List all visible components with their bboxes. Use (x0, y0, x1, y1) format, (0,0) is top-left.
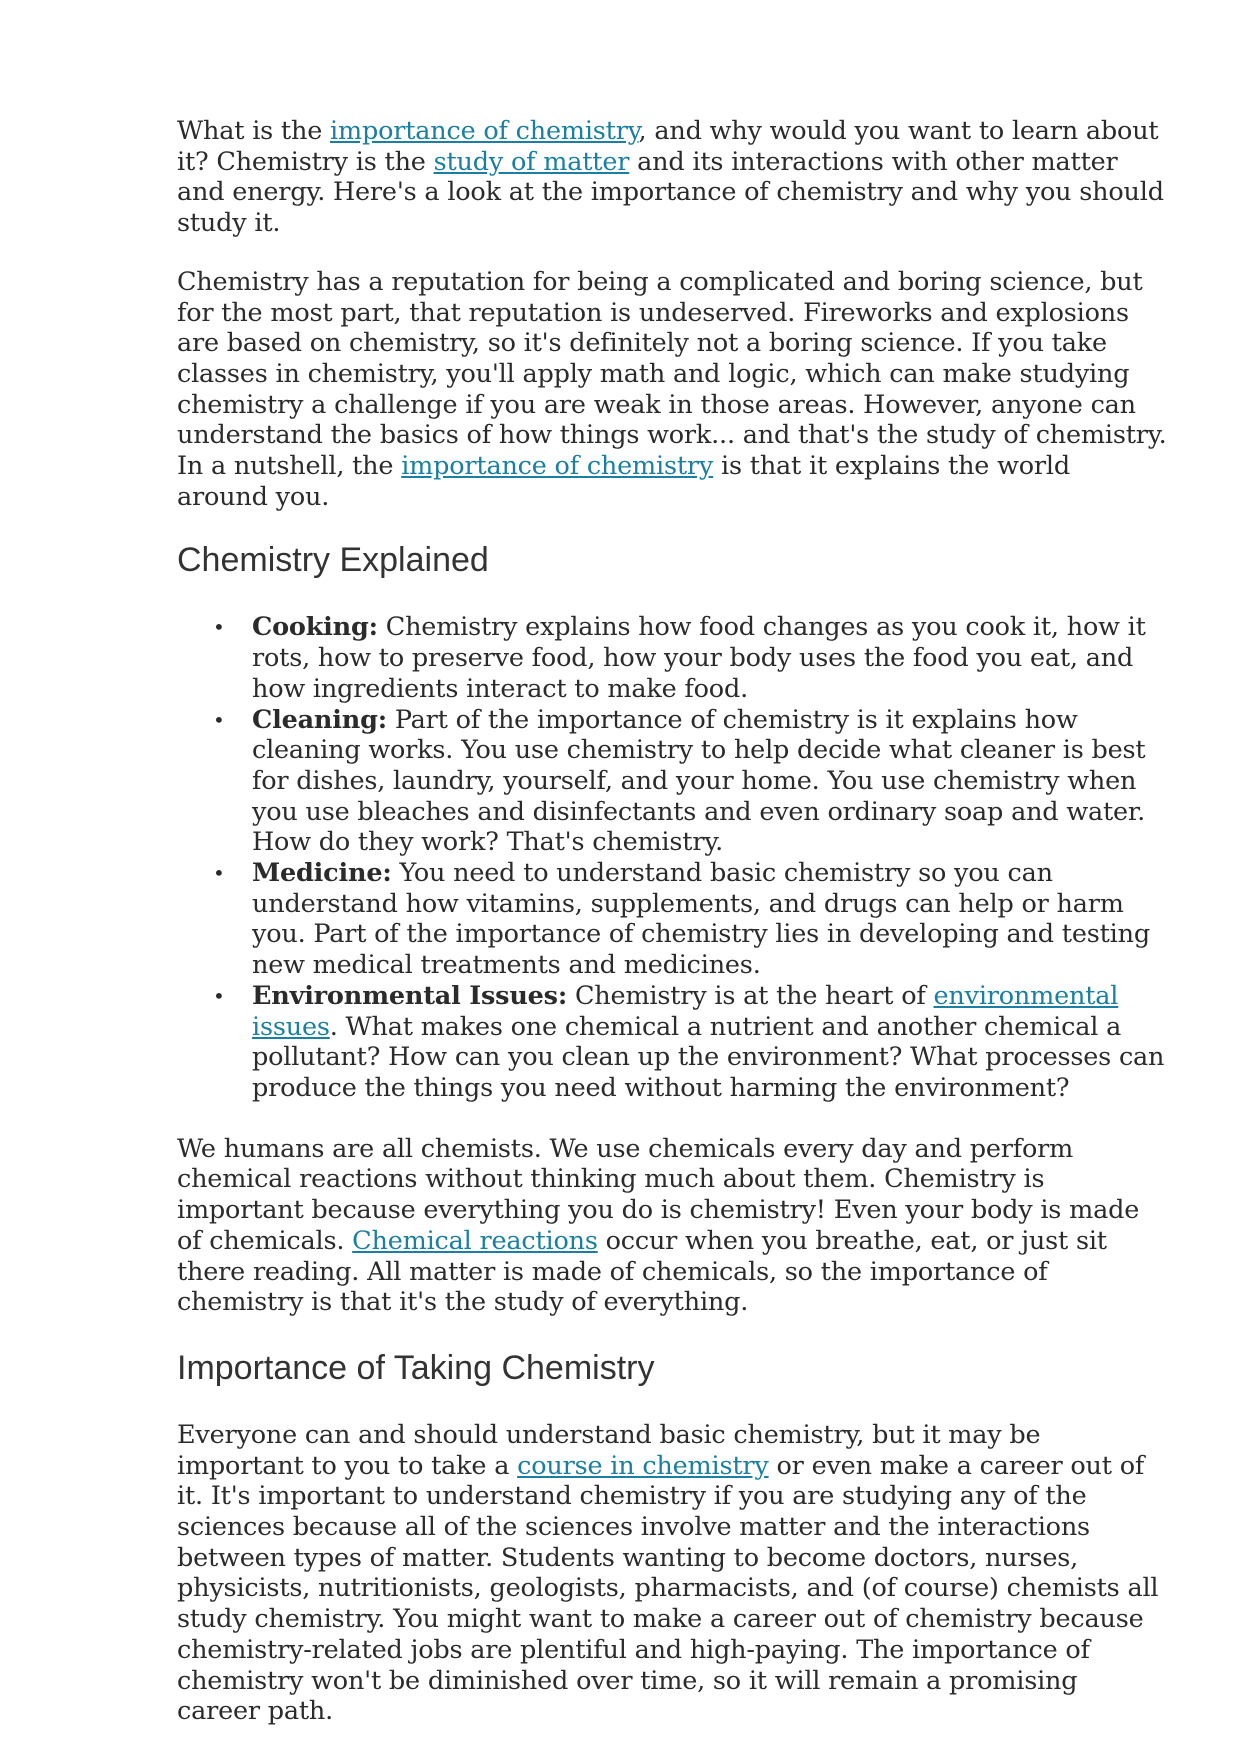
taking-chemistry-text: or even make a career out of it. It's important to understand chemistry if you are studying any of the sciences because all of the sciences involve matter and the interactions between types of matter. Students wanting to become doctors, nurses, physicists, nutritionists, geologists, pharmacists, and (of course) chemists all study chemistry. You might want to make a career out of chemistry because chemistry-related jobs are plentiful and high-paying. The importance of chemistry won't be diminished over time, so it will remain a promising career path. (177, 1450, 1159, 1727)
intro-text: and its interactions with other matter and energy. Here's a look at the importance of chemistry and why you should study it. (177, 146, 1164, 239)
humans-paragraph (177, 1134, 1167, 1318)
list-item-cleaning (252, 705, 1167, 859)
list-item-label: Cooking: (252, 612, 378, 643)
importance-of-chemistry-link-2[interactable]: importance of chemistry (401, 451, 714, 482)
environmental-issues-link[interactable]: environmental issues (252, 980, 1119, 1042)
taking-chemistry-text: Everyone can and should understand basic chemistry, but it may be important to you to take a (177, 1419, 1041, 1481)
intro-text: What is the (177, 116, 331, 146)
intro-text: , and why would you want to learn about it? Chemistry is the (177, 116, 1159, 177)
list-item-label: Cleaning: (252, 704, 387, 735)
course-in-chemistry-link[interactable]: course in chemistry (517, 1450, 769, 1481)
reputation-paragraph (177, 267, 1167, 513)
list-item-text: Part of the importance of chemistry is it explains how cleaning works. You use chemistry to help decide what cleaner is best for dishes, laundry, yourself, and your home. You use chemistry when you use bleaches and disinfectants and even ordinary soap and water. How do they work? That's chemistry. (252, 704, 1146, 858)
list-item-label: Medicine: (252, 858, 392, 889)
list-item-cooking (252, 612, 1167, 704)
chemistry-explained-list (177, 612, 1167, 1103)
list-item-medicine (252, 858, 1167, 981)
list-item-label: Environmental Issues: (252, 980, 568, 1011)
humans-text: occur when you breathe, eat, or just sit there reading. All matter is made of chemicals, so the importance of chemistry is that it's the study of everything. (177, 1225, 1107, 1318)
taking-chemistry-paragraph (177, 1420, 1167, 1727)
section-heading-chemistry-explained: Chemistry Explained (177, 541, 489, 580)
humans-text: We humans are all chemists. We use chemicals every day and perform chemical reactions without thinking much about them. Chemistry is important because everything you do is chemistry! Even your body is made of chemicals. (177, 1133, 1140, 1256)
section-heading-importance-of-taking-chemistry: Importance of Taking Chemistry (177, 1348, 655, 1387)
list-item-text: You need to understand basic chemistry so you can understand how vitamins, supplements, and drugs can help or harm you. Part of the importance of chemistry lies in developing and testing new medical treatments and medicines. (252, 858, 1150, 981)
document-body (177, 116, 1167, 1727)
study-of-matter-link[interactable]: study of matter (433, 146, 630, 177)
importance-of-chemistry-link[interactable]: importance of chemistry (330, 116, 639, 146)
reputation-text: is that it explains the world around you. (177, 451, 1070, 512)
list-item-environmental-issues (252, 981, 1167, 1104)
chemical-reactions-link[interactable]: Chemical reactions (352, 1225, 598, 1256)
intro-paragraph (177, 116, 1167, 239)
list-item-text: Chemistry explains how food changes as you cook it, how it rots, how to preserve food, how your body uses the food you eat, and how ingredients interact to make food. (252, 612, 1146, 704)
reputation-text: Chemistry has a reputation for being a complicated and boring science, but for the most part, that reputation is undeserved. Fireworks and explosions are based on chemistry, so it's definitely not a boring science. If you take classes in chemistry, you'll apply math and logic, which can make studying chemistry a challenge if you are weak in those areas. However, anyone can understand the basics of how things work... and that's the study of chemistry. In a nutshell, the (177, 266, 1167, 482)
list-item-text: Chemistry is at the heart of (567, 980, 934, 1011)
list-item-text: . What makes one chemical a nutrient and another chemical a pollutant? How can you clean up the environment? What processes can produce the things you need without harming the environment? (252, 1011, 1165, 1103)
